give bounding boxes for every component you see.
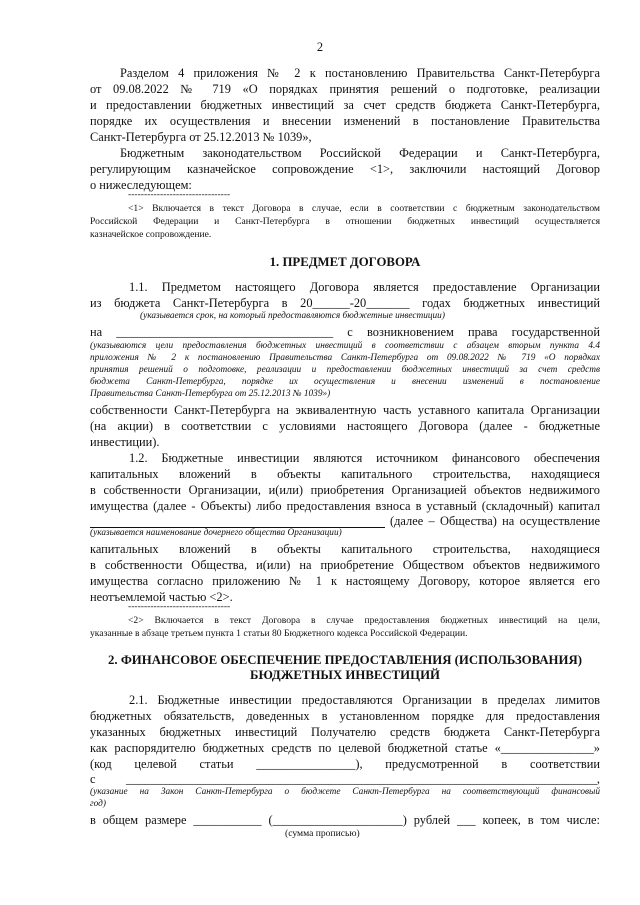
text-line-hint2-3: принятия решений о подготовке, реализации и предоставлении бюджетных инвестиций за счет средств xyxy=(90,365,600,375)
text-line-s11-6: инвестиции). xyxy=(90,435,160,449)
text-line-s12-4: имущества (далее - Объекты) либо предоставления взноса в уставный (складочный) капитал xyxy=(90,499,600,513)
text-line-p1-2: от 09.08.2022 № 719 «О порядках принятия решений о подготовке, реализации xyxy=(90,82,600,96)
text-line-s12-2: капитальных вложений в объекты капитального строительства, находящиеся xyxy=(90,467,600,481)
text-line-sep1: -------------------------------- xyxy=(128,189,231,200)
text-line-fn2-2: указанные в абзаце третьем пункта 1 статьи 80 Бюджетного кодекса Российской Федерации. xyxy=(90,628,468,639)
text-line-s12-9: неотъемлемой частью <2>. xyxy=(90,590,233,604)
text-line-s21-3: указанных бюджетных инвестиций Получателю средств бюджета Санкт-Петербурга xyxy=(90,725,600,739)
text-line-s11-5: (на акции) в соответствии с условиями настоящего Договора (далее - бюджетные xyxy=(90,419,600,433)
text-line-fn1-2: Российской Федерации и Санкт-Петербурга в отношении бюджетных инвестиций осуществляется xyxy=(90,216,600,227)
text-line-h2-1: 2. ФИНАНСОВОЕ ОБЕСПЕЧЕНИЕ ПРЕДОСТАВЛЕНИЯ (ИСПОЛЬЗОВАНИЯ) xyxy=(108,653,582,667)
text-line-s11-3: на ___________________________________ с возникновением права государственной xyxy=(90,325,600,339)
text-line-p2-3: о нижеследующем: xyxy=(90,178,192,192)
text-line-hint4-2: год) xyxy=(90,799,106,809)
text-line-s21-1: 2.1. Бюджетные инвестиции предоставляются Организации в пределах лимитов xyxy=(129,693,600,707)
text-line-p1-4: порядке их осуществления и внесении изменений в постановление Правительства xyxy=(90,114,600,128)
text-line-s12-5: (далее – Общества) на осуществление xyxy=(390,514,600,528)
text-line-h2-2: БЮДЖЕТНЫХ ИНВЕСТИЦИЙ xyxy=(250,668,440,682)
text-line-p1-1: Разделом 4 приложения № 2 к постановлению Правительства Санкт-Петербурга xyxy=(120,66,600,80)
text-line-s21-5: (код целевой статьи ________________), предусмотренной в соответствии xyxy=(90,757,600,771)
text-line-hint5: (сумма прописью) xyxy=(285,828,360,839)
blank-subsidiary xyxy=(90,527,385,528)
text-line-s12-1: 1.2. Бюджетные инвестиции являются источником финансового обеспечения xyxy=(129,451,600,465)
text-line-hint2-5: Правительства Санкт-Петербурга от 25.12.2013 № 1039») xyxy=(90,389,331,399)
text-line-s21-6: с ____________________________________________________________________________, xyxy=(90,772,600,786)
text-line-fn2-1: <2> Включается в текст Договора в случае предоставления бюджетных инвестиций на цели, xyxy=(128,615,600,626)
text-line-s21-7: в общем размере ___________ (_____________________) рублей ___ копеек, в том числе: xyxy=(90,813,600,827)
text-line-s21-4: как распорядителю бюджетных средств по целевой бюджетной статье «_______________» xyxy=(90,741,600,755)
text-line-fn1-3: казначейское сопровождение. xyxy=(90,229,212,240)
text-line-s12-7: в собственности Общества, и(или) на приобретение Обществом объектов недвижимого xyxy=(90,558,600,572)
text-line-s12-6: капитальных вложений в объекты капитального строительства, находящиеся xyxy=(90,542,600,556)
text-line-hint4-1: (указание на Закон Санкт-Петербурга о бюджете Санкт-Петербурга на соответствующий финансовый xyxy=(90,787,600,797)
text-line-p1-5: Санкт-Петербурга от 25.12.2013 № 1039», xyxy=(90,130,312,144)
text-line-sep2: -------------------------------- xyxy=(128,601,231,612)
text-line-s11-2: из бюджета Санкт-Петербурга в 20______-20_______ годах бюджетных инвестиций xyxy=(90,296,600,310)
text-line-fn1-1: <1> Включается в текст Договора в случае, если в соответствии с бюджетным законодательством xyxy=(128,203,600,214)
text-line-p1-3: и предоставлении бюджетных инвестиций за счет средств бюджета Санкт-Петербурга, xyxy=(90,98,600,112)
text-line-s21-2: бюджетных обязательств, доведенных в установленном порядке для предоставления xyxy=(90,709,600,723)
text-line-p2-1: Бюджетным законодательством Российской Федерации и Санкт-Петербурга, xyxy=(120,146,600,160)
text-line-hint2-2: приложения № 2 к постановлению Правительства Санкт-Петербурга от 09.08.2022 № 719 «О порядках xyxy=(90,353,600,363)
text-line-hint3: (указывается наименование дочернего общества Организации) xyxy=(90,528,342,538)
text-line-p2-2: регулирующим казначейское сопровождение <1>, заключили настоящий Договор xyxy=(90,162,600,176)
text-line-s12-8: имущества согласно приложению № 1 к настоящему Договору, которое является его xyxy=(90,574,600,588)
text-line-s11-4: собственности Санкт-Петербурга на эквивалентную часть уставного капитала Организации xyxy=(90,403,600,417)
text-line-hint2-1: (указываются цели предоставления бюджетных инвестиций в соответствии с абзацем вторым пункта 4.4 xyxy=(90,341,600,351)
text-line-s11-1: 1.1. Предметом настоящего Договора является предоставление Организации xyxy=(129,280,600,294)
text-line-h1: 1. ПРЕДМЕТ ДОГОВОРА xyxy=(269,255,421,269)
text-line-s12-3: в собственности Организации, и(или) приобретения Организацией объектов недвижимого xyxy=(90,483,600,497)
text-line-hint2-4: бюджета Санкт-Петербурга, порядке их осуществления и внесении изменений в постановление xyxy=(90,377,600,387)
page-number: 2 xyxy=(316,40,324,54)
text-line-hint1: (указывается срок, на который предоставляются бюджетные инвестиции) xyxy=(140,311,445,321)
